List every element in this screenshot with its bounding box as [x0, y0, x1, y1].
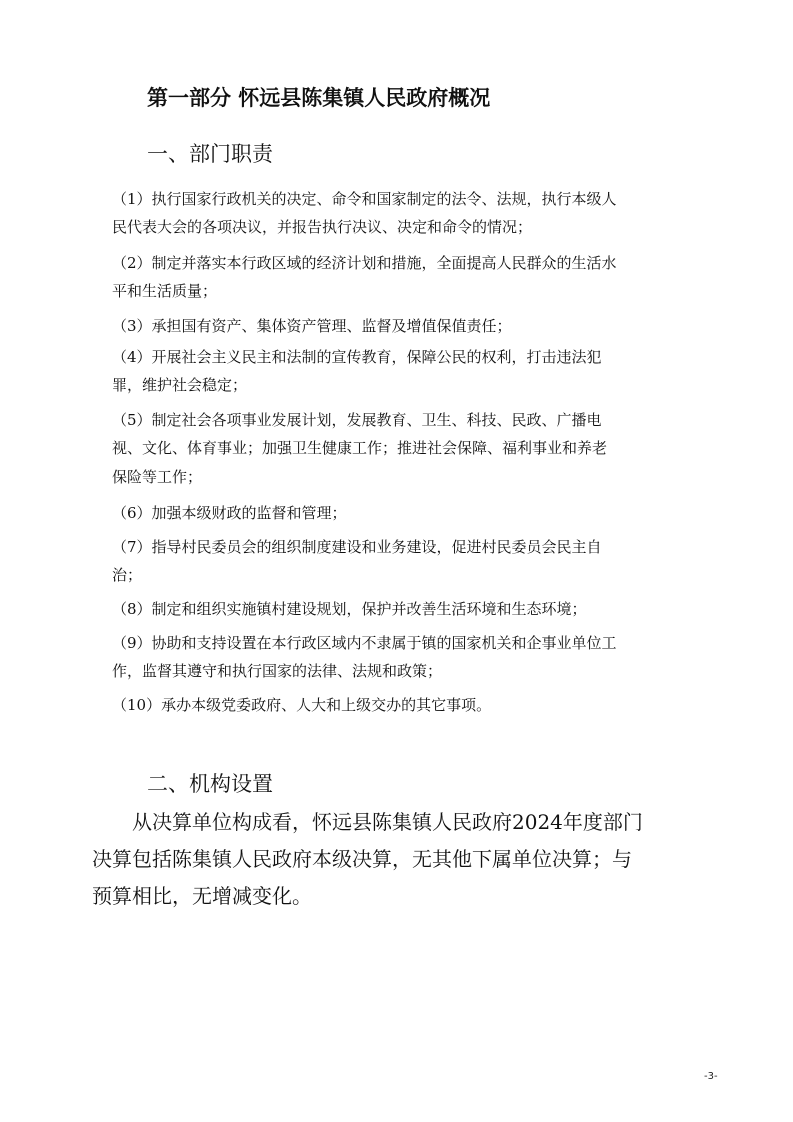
duty-line: （8）制定和组织实施镇村建设规划，保护并改善生活环境和生态环境； — [112, 600, 587, 618]
duty-line: （5）制定社会各项事业发展计划，发展教育、卫生、科技、民政、广播电 — [112, 411, 602, 429]
duty-line: 罪，维护社会稳定； — [112, 376, 248, 394]
duty-line: 平和生活质量； — [112, 282, 218, 300]
duty-line: （4）开展社会主义民主和法制的宣传教育，保障公民的权利，打击违法犯 — [112, 348, 602, 366]
duty-line: （6）加强本级财政的监督和管理； — [112, 504, 347, 522]
paragraph-line: 预算相比，无增减变化。 — [92, 884, 312, 908]
duty-line: 作，监督其遵守和执行国家的法律、法规和政策； — [112, 662, 443, 680]
section-heading-duties: 一、部门职责 — [147, 142, 273, 166]
part-title: 第一部分 怀远县陈集镇人民政府概况 — [147, 86, 491, 110]
duty-line: （10）承办本级党委政府、人大和上级交办的其它事项。 — [112, 696, 492, 714]
duty-line: （2）制定并落实本行政区域的经济计划和措施，全面提高人民群众的生活水 — [112, 254, 617, 272]
duty-line: （9）协助和支持设置在本行政区域内不隶属于镇的国家机关和企事业单位工 — [112, 634, 617, 652]
duty-line: （3）承担国有资产、集体资产管理、监督及增值保值责任； — [112, 317, 512, 335]
duty-line: 治； — [112, 566, 143, 584]
organization-paragraph — [92, 804, 732, 915]
duty-line: （1）执行国家行政机关的决定、命令和国家制定的法令、法规，执行本级人 — [112, 190, 617, 208]
duty-line: （7）指导村民委员会的组织制度建设和业务建设，促进村民委员会民主自 — [112, 538, 602, 556]
section-heading-organization: 二、机构设置 — [147, 772, 273, 796]
duty-line: 保险等工作； — [112, 468, 203, 486]
paragraph-line: 从决算单位构成看，怀远县陈集镇人民政府2024年度部门 — [92, 810, 643, 834]
paragraph-line: 决算包括陈集镇人民政府本级决算，无其他下属单位决算；与 — [92, 847, 632, 871]
duty-line: 民代表大会的各项决议，并报告执行决议、决定和命令的情况； — [112, 218, 533, 236]
duty-line: 视、文化、体育事业；加强卫生健康工作；推进社会保障、福利事业和养老 — [112, 439, 608, 457]
page-number: -3- — [704, 1071, 718, 1082]
